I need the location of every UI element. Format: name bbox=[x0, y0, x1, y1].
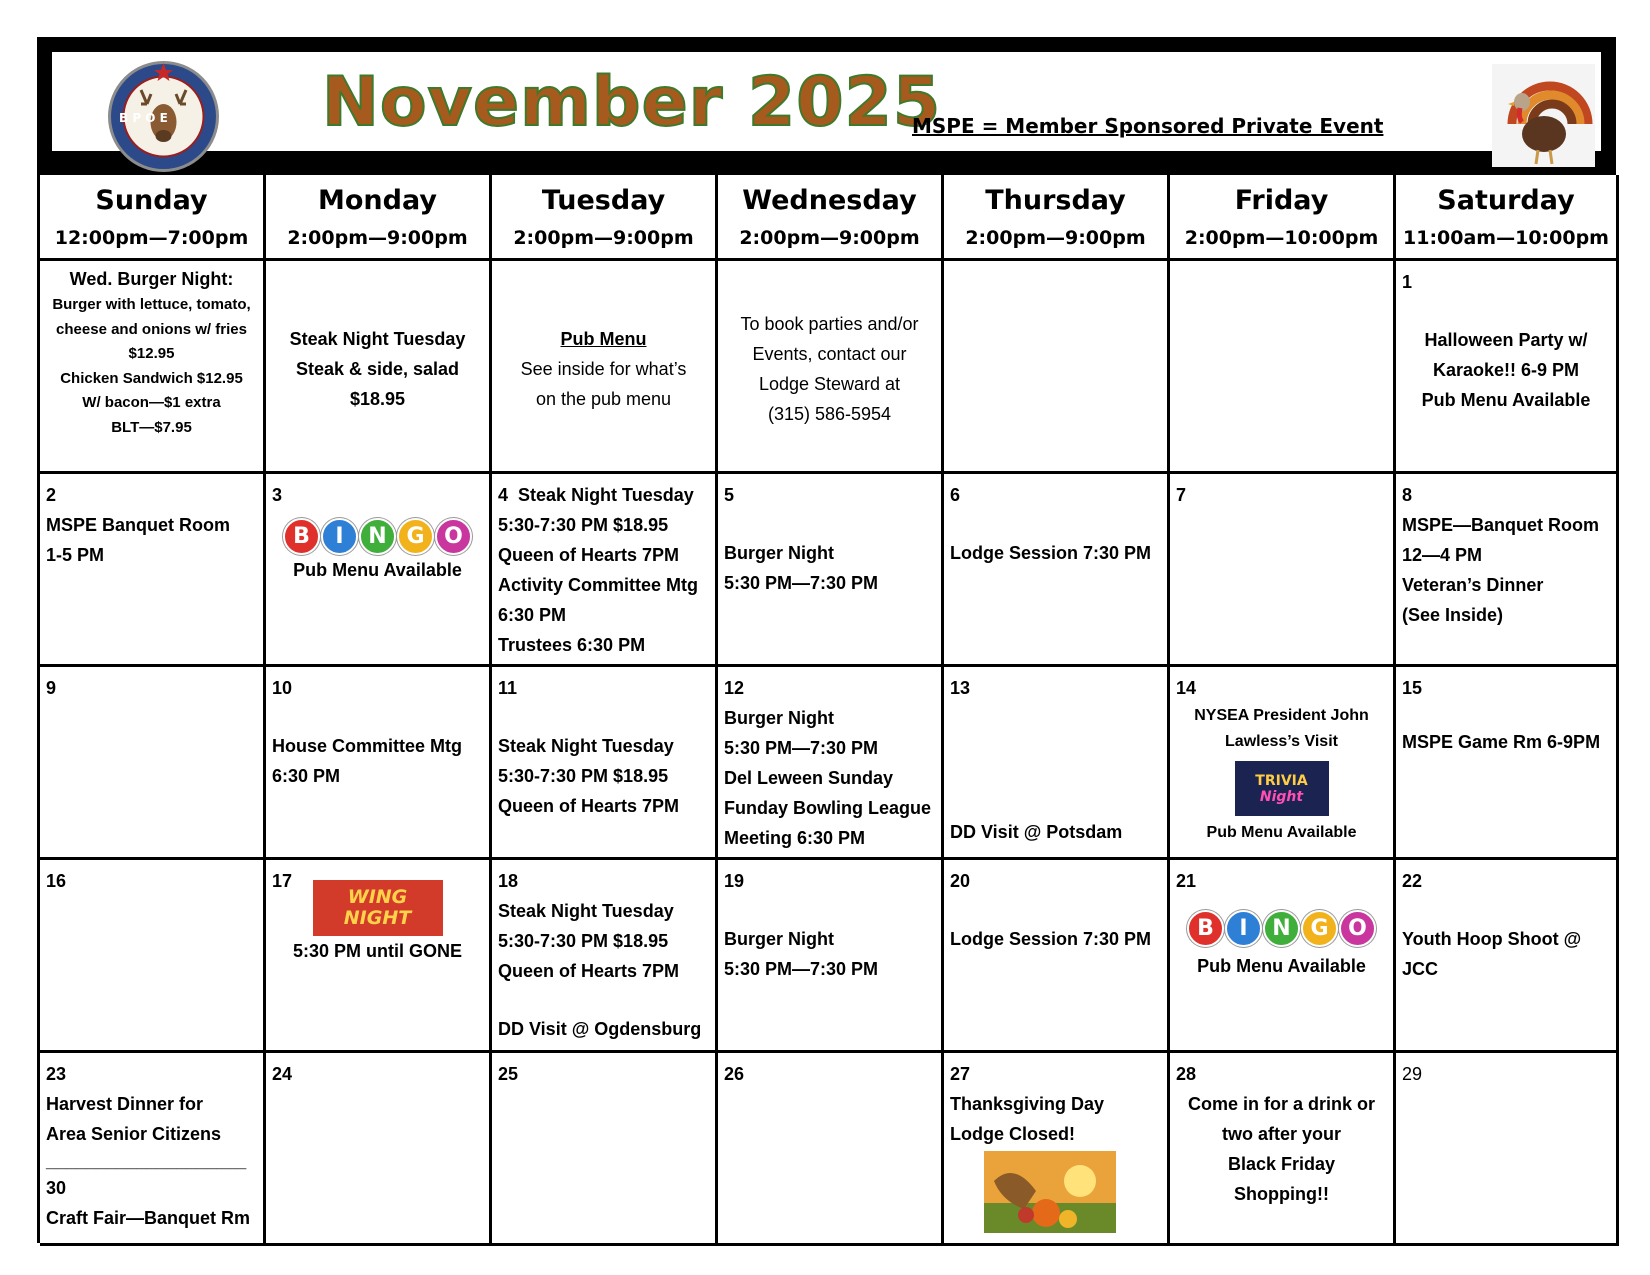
day-number: 4 bbox=[498, 485, 509, 505]
day-name: Sunday bbox=[95, 185, 208, 216]
day-hours: 2:00pm—9:00pm bbox=[513, 227, 694, 249]
info-heading: Wed. Burger Night: bbox=[69, 269, 234, 289]
day-number: 8 bbox=[1402, 485, 1413, 505]
day-cell-5 bbox=[718, 474, 944, 667]
bingo-icon bbox=[272, 518, 483, 555]
info-line: Burger with lettuce, tomato, bbox=[52, 296, 251, 313]
info-line: on the pub menu bbox=[535, 389, 672, 409]
mspe-legend: MSPE = Member Sponsored Private Event bbox=[912, 114, 1384, 138]
bingo-ball: I bbox=[321, 518, 358, 555]
event-line: Lodge Closed! bbox=[950, 1124, 1075, 1144]
event-line: Craft Fair—Banquet Rm bbox=[46, 1208, 251, 1228]
day-cell-13 bbox=[944, 667, 1170, 860]
event-line: two after your bbox=[1221, 1124, 1341, 1144]
trivia-word: Night bbox=[1259, 788, 1304, 805]
bingo-ball: I bbox=[1225, 910, 1262, 947]
day-header-wednesday bbox=[718, 175, 944, 261]
day-cell-29 bbox=[1396, 1053, 1619, 1246]
day-number: 29 bbox=[1402, 1064, 1423, 1084]
day-number: 13 bbox=[950, 678, 971, 698]
info-line: Lodge Steward at bbox=[758, 374, 901, 394]
header-panel bbox=[52, 52, 1601, 151]
info-booking bbox=[718, 261, 944, 474]
day-name: Monday bbox=[318, 185, 437, 216]
day-name: Friday bbox=[1234, 185, 1329, 216]
divider-line: ____________________ bbox=[46, 1151, 247, 1171]
day-cell-8 bbox=[1396, 474, 1619, 667]
event-line: Meeting 6:30 PM bbox=[724, 828, 866, 848]
day-hours: 2:00pm—9:00pm bbox=[965, 227, 1146, 249]
event-line: Funday Bowling League bbox=[724, 798, 932, 818]
bingo-ball: O bbox=[435, 518, 472, 555]
event-line: Thanksgiving Day bbox=[950, 1094, 1105, 1114]
day-cell-9 bbox=[40, 667, 266, 860]
event-line: 12—4 PM bbox=[1402, 545, 1483, 565]
event-line: Lawless’s Visit bbox=[1225, 733, 1338, 750]
event-line: Trustees 6:30 PM bbox=[498, 635, 646, 655]
day-cell-24 bbox=[266, 1053, 492, 1246]
day-number: 3 bbox=[272, 485, 283, 505]
event-line: Pub Menu Available bbox=[1197, 956, 1366, 976]
day-cell-28 bbox=[1170, 1053, 1396, 1246]
day-cell-7 bbox=[1170, 474, 1396, 667]
event-line: MSPE Game Rm 6-9PM bbox=[1402, 732, 1601, 752]
calendar-grid bbox=[37, 172, 1616, 1243]
day-name: Wednesday bbox=[742, 185, 917, 216]
info-steak-night bbox=[266, 261, 492, 474]
event-line: Lodge Session 7:30 PM bbox=[950, 543, 1152, 563]
day-cell-2 bbox=[40, 474, 266, 667]
info-line: See inside for what’s bbox=[520, 359, 687, 379]
day-cell-21 bbox=[1170, 860, 1396, 1053]
day-number: 9 bbox=[46, 678, 57, 698]
day-cell-10 bbox=[266, 667, 492, 860]
day-header-friday bbox=[1170, 175, 1396, 261]
day-number: 12 bbox=[724, 678, 745, 698]
event-line: Del Leween Sunday bbox=[724, 768, 894, 788]
event-line: 5:30-7:30 PM $18.95 bbox=[498, 766, 669, 786]
event-line: Queen of Hearts 7PM bbox=[498, 545, 680, 565]
day-number: 22 bbox=[1402, 871, 1423, 891]
harvest-cornucopia-icon bbox=[984, 1151, 1116, 1233]
event-line: 5:30-7:30 PM $18.95 bbox=[498, 931, 669, 951]
wing-night-icon bbox=[313, 880, 443, 936]
event-line: Burger Night bbox=[724, 708, 834, 728]
event-line: Come in for a drink or bbox=[1187, 1094, 1376, 1114]
day-cell-11 bbox=[492, 667, 718, 860]
event-line: NYSEA President John bbox=[1194, 707, 1369, 724]
event-line: 6:30 PM bbox=[498, 605, 567, 625]
day-cell-23 bbox=[40, 1053, 266, 1246]
event-line: Queen of Hearts 7PM bbox=[498, 796, 680, 816]
wing-word: WING bbox=[347, 886, 408, 908]
empty-cell bbox=[944, 261, 1170, 474]
day-number: 24 bbox=[272, 1064, 293, 1084]
day-cell-16 bbox=[40, 860, 266, 1053]
day-number: 27 bbox=[950, 1064, 971, 1084]
day-cell-19 bbox=[718, 860, 944, 1053]
event-line: Burger Night bbox=[724, 929, 834, 949]
day-header-thursday bbox=[944, 175, 1170, 261]
day-hours: 2:00pm—9:00pm bbox=[287, 227, 468, 249]
event-line: DD Visit @ Potsdam bbox=[950, 822, 1123, 842]
day-cell-20 bbox=[944, 860, 1170, 1053]
event-line: Lodge Session 7:30 PM bbox=[950, 929, 1152, 949]
event-line: 5:30 PM—7:30 PM bbox=[724, 738, 879, 758]
event-line: (See Inside) bbox=[1402, 605, 1504, 625]
trivia-word: TRIVIA bbox=[1255, 772, 1308, 789]
event-line: Burger Night bbox=[724, 543, 834, 563]
event-line: Harvest Dinner for bbox=[46, 1094, 204, 1114]
event-line: Shopping!! bbox=[1234, 1184, 1329, 1204]
day-header-tuesday bbox=[492, 175, 718, 261]
event-line: MSPE—Banquet Room bbox=[1402, 515, 1600, 535]
elks-emblem-icon bbox=[107, 60, 220, 173]
bingo-ball: N bbox=[1263, 910, 1300, 947]
day-cell-12 bbox=[718, 667, 944, 860]
event-line: 1-5 PM bbox=[46, 545, 105, 565]
day-number: 23 bbox=[46, 1064, 67, 1084]
day-number: 15 bbox=[1402, 678, 1423, 698]
bingo-ball: B bbox=[283, 518, 320, 555]
event-line: Area Senior Citizens bbox=[46, 1124, 222, 1144]
day-number: 11 bbox=[498, 678, 518, 698]
day-cell-17 bbox=[266, 860, 492, 1053]
event-line: Steak Night Tuesday bbox=[498, 901, 674, 921]
info-line: BLT—$7.95 bbox=[111, 418, 192, 436]
event-line: MSPE Banquet Room bbox=[46, 515, 231, 535]
event-line: JCC bbox=[1402, 959, 1439, 979]
logo-letter: B P O E bbox=[119, 111, 168, 125]
day-number: 17 bbox=[272, 871, 293, 891]
info-line: $12.95 bbox=[128, 345, 175, 362]
info-line: Steak Night Tuesday bbox=[289, 329, 466, 349]
day-cell-14 bbox=[1170, 667, 1396, 860]
day-cell-1 bbox=[1396, 261, 1619, 474]
turkey-icon bbox=[1492, 64, 1595, 167]
day-hours: 11:00am—10:00pm bbox=[1403, 227, 1609, 249]
event-line: 5:30 PM until GONE bbox=[292, 941, 463, 961]
info-line: $18.95 bbox=[349, 389, 406, 409]
event-line: Halloween Party w/ bbox=[1424, 330, 1588, 350]
bingo-icon bbox=[1176, 910, 1387, 947]
event-line: Steak Night Tuesday bbox=[498, 736, 674, 756]
day-cell-22 bbox=[1396, 860, 1619, 1053]
bingo-ball: G bbox=[1301, 910, 1338, 947]
info-pub-menu bbox=[492, 261, 718, 474]
info-line: Events, contact our bbox=[752, 344, 907, 364]
day-cell-15 bbox=[1396, 667, 1619, 860]
bingo-ball: G bbox=[397, 518, 434, 555]
info-line: W/ bacon—$1 extra bbox=[82, 394, 221, 411]
day-header-sunday bbox=[40, 175, 266, 261]
event-line: Veteran’s Dinner bbox=[1402, 575, 1544, 595]
day-number: 14 bbox=[1176, 678, 1197, 698]
day-cell-18 bbox=[492, 860, 718, 1053]
event-line: 5:30 PM—7:30 PM bbox=[724, 573, 879, 593]
day-name: Tuesday bbox=[541, 185, 666, 216]
event-line: Black Friday bbox=[1227, 1154, 1336, 1174]
info-line: cheese and onions w/ fries bbox=[56, 320, 247, 338]
day-cell-27 bbox=[944, 1053, 1170, 1246]
bingo-ball: B bbox=[1187, 910, 1224, 947]
calendar-header bbox=[37, 37, 1616, 172]
day-number: 26 bbox=[724, 1064, 745, 1084]
event-line: Youth Hoop Shoot @ bbox=[1402, 929, 1582, 949]
day-number: 6 bbox=[950, 485, 961, 505]
day-header-saturday bbox=[1396, 175, 1619, 261]
event-line: DD Visit @ Ogdensburg bbox=[498, 1019, 702, 1039]
event-line: 6:30 PM bbox=[272, 766, 341, 786]
day-number: 21 bbox=[1176, 871, 1197, 891]
info-heading: Pub Menu bbox=[560, 329, 647, 349]
day-number: 30 bbox=[46, 1178, 67, 1198]
day-number: 25 bbox=[498, 1064, 519, 1084]
day-number: 19 bbox=[724, 871, 745, 891]
wing-word: NIGHT bbox=[343, 907, 412, 929]
info-burger-night bbox=[40, 261, 266, 474]
page-title: November 2025 bbox=[322, 63, 942, 142]
info-line: To book parties and/or bbox=[740, 314, 919, 334]
day-number: 1 bbox=[1402, 272, 1413, 292]
day-header-monday bbox=[266, 175, 492, 261]
day-name: Saturday bbox=[1437, 185, 1575, 216]
event-line: Karaoke!! 6-9 PM bbox=[1432, 360, 1580, 380]
event-line: 5:30-7:30 PM $18.95 bbox=[498, 515, 669, 535]
day-cell-25 bbox=[492, 1053, 718, 1246]
day-cell-4 bbox=[492, 474, 718, 667]
event-line: Activity Committee Mtg bbox=[498, 575, 699, 595]
day-number: 2 bbox=[46, 485, 57, 505]
info-line: Steak & side, salad bbox=[295, 359, 460, 379]
empty-cell bbox=[1170, 261, 1396, 474]
info-line: Chicken Sandwich $12.95 bbox=[60, 369, 243, 387]
day-cell-6 bbox=[944, 474, 1170, 667]
bingo-ball: N bbox=[359, 518, 396, 555]
event-line: 5:30 PM—7:30 PM bbox=[724, 959, 879, 979]
day-number: 18 bbox=[498, 871, 519, 891]
info-line: (315) 586-5954 bbox=[767, 404, 892, 424]
event-line: Pub Menu Available bbox=[1421, 390, 1591, 410]
event-line: Pub Menu Available bbox=[293, 560, 462, 580]
event-line: Steak Night Tuesday bbox=[518, 485, 694, 505]
day-name: Thursday bbox=[985, 185, 1126, 216]
bingo-ball: O bbox=[1339, 910, 1376, 947]
day-number: 5 bbox=[724, 485, 735, 505]
day-number: 7 bbox=[1176, 485, 1187, 505]
day-hours: 2:00pm—9:00pm bbox=[739, 227, 920, 249]
day-cell-3 bbox=[266, 474, 492, 667]
day-number: 16 bbox=[46, 871, 67, 891]
day-number: 10 bbox=[272, 678, 293, 698]
trivia-night-icon bbox=[1235, 761, 1329, 816]
day-number: 20 bbox=[950, 871, 971, 891]
day-hours: 2:00pm—10:00pm bbox=[1184, 227, 1379, 249]
event-line: Pub Menu Available bbox=[1206, 824, 1357, 841]
day-number: 28 bbox=[1176, 1064, 1197, 1084]
event-line: Queen of Hearts 7PM bbox=[498, 961, 680, 981]
day-cell-26 bbox=[718, 1053, 944, 1246]
day-hours: 12:00pm—7:00pm bbox=[54, 227, 249, 249]
event-line: House Committee Mtg bbox=[272, 736, 463, 756]
